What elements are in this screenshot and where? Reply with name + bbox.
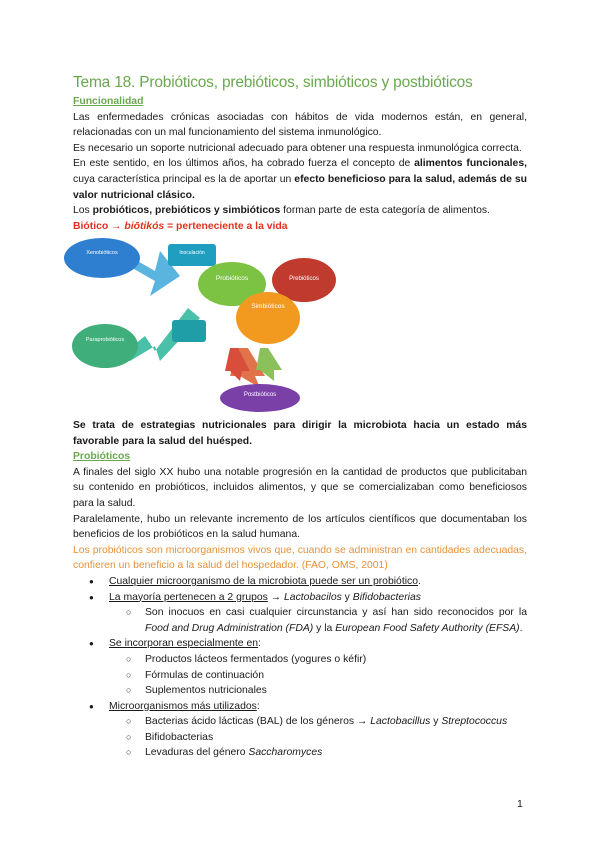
- paraprobioticos-node: [72, 324, 138, 368]
- section-heading-funcionalidad: Funcionalidad: [73, 96, 144, 107]
- funcionalidad-section: [73, 94, 527, 234]
- biotico-definition: Biótico → biōtikós = perteneciente a la vida: [73, 220, 288, 232]
- sub-list: [109, 605, 527, 636]
- simbioticos-node: [236, 292, 300, 344]
- biotics-diagram: [60, 236, 340, 416]
- paraprobioticos-label: Paraprobióticos: [85, 337, 125, 343]
- xenobioticos-node: [64, 238, 140, 278]
- inoculacion-label: Inoculación: [179, 250, 205, 256]
- postbioticos-label: Postbióticos: [243, 392, 277, 398]
- sub-list: [109, 652, 527, 699]
- paragraph: A finales del siglo XX hubo una notable progresión en la cantidad de productos que publicitaban su contenido en probióticos, incluidos alimentos, y que se comercializaban como beneficiosos para la salud.: [73, 466, 527, 509]
- small-box: [172, 320, 206, 342]
- simbioticos-label: Simbióticos: [251, 303, 285, 310]
- paragraph: En este sentido, en los últimos años, ha cobrado fuerza el concepto de alimentos funcionales, cuya característica principal es la de aportar un efecto beneficioso para la salud, además de su valor nutricional clásico.: [73, 158, 528, 201]
- sub-list: [109, 714, 527, 761]
- estrategias-paragraph: Se trata de estrategias nutricionales para dirigir la microbiota hacia un estado más favorable para la salud del huésped.: [73, 420, 527, 447]
- paragraph: Paralelamente, hubo un relevante incremento de los artículos científicos que documentaban los beneficios de los probióticos en la salud humana.: [73, 513, 527, 541]
- paragraph: Las enfermedades crónicas asociadas con hábitos de vida modernos están, en general, relacionadas con un mal funcionamiento del sistema inmunológico.: [73, 111, 527, 139]
- list-item: ● Cualquier microorganismo de la microbiota puede ser un probiótico.: [73, 574, 527, 590]
- list-item: ● Microorganismos más utilizados: ○ Bacterias ácido lácticas (BAL) de los géneros → Lactobacillus y Streptococcus ○ Bifidobacterias ○ Levaduras del género Saccharomyces: [73, 699, 527, 761]
- sub-list-item: ○ Bacterias ácido lácticas (BAL) de los géneros → Lactobacillus y Streptococcus: [109, 714, 527, 730]
- sub-list-item: ○ Suplementos nutricionales: [109, 683, 527, 699]
- list-item: ● La mayoría pertenecen a 2 grupos → Lactobacilos y Bifidobacterias ○ Son inocuos en casi cualquier circunstancia y así han sido reconocidos por la Food and Drug Administration (FDA) y la European Food Safety Authority (EFSA).: [73, 590, 527, 637]
- sub-list-item: ○ Son inocuos en casi cualquier circunstancia y así han sido reconocidos por la Food and Drug Administration (FDA) y la European Food Safety Authority (EFSA).: [109, 605, 527, 636]
- paragraph: Es necesario un soporte nutricional adecuado para obtener una respuesta inmunológica correcta.: [73, 142, 522, 154]
- sub-list-item: ○ Bifidobacterias: [109, 730, 527, 746]
- page-number: 1: [517, 798, 523, 810]
- sub-list-item: ○ Fórmulas de continuación: [109, 668, 527, 684]
- prebioticos-label: Prebióticos: [289, 276, 319, 282]
- xenobioticos-label: Xenobióticos: [86, 250, 118, 256]
- bullet-list: [73, 574, 527, 761]
- sub-list-item: ○ Levaduras del género Saccharomyces: [109, 745, 527, 761]
- probioticos-definition: Los probióticos son microorganismos vivos que, cuando se administran en cantidades adecuadas, confieren un beneficio a la salud del hospedador. (FAO, OMS, 2001): [73, 544, 527, 572]
- paragraph: Los probióticos, prebióticos y simbióticos forman parte de esta categoría de alimentos.: [73, 205, 490, 217]
- arrow-green: [256, 348, 282, 381]
- probioticos-label: Probióticos: [215, 275, 249, 282]
- sub-list-item: ○ Productos lácteos fermentados (yogures o kéfir): [109, 652, 527, 668]
- probioticos-section: [73, 418, 527, 761]
- list-item: ● Se incorporan especialmente en: ○ Productos lácteos fermentados (yogures o kéfir) ○ Fórmulas de continuación ○ Suplementos nutricionales: [73, 636, 527, 698]
- section-heading-probioticos: Probióticos: [73, 451, 131, 463]
- postbioticos-node: [220, 384, 300, 412]
- page-title: Tema 18. Probióticos, prebióticos, simbióticos y postbióticos: [73, 74, 473, 91]
